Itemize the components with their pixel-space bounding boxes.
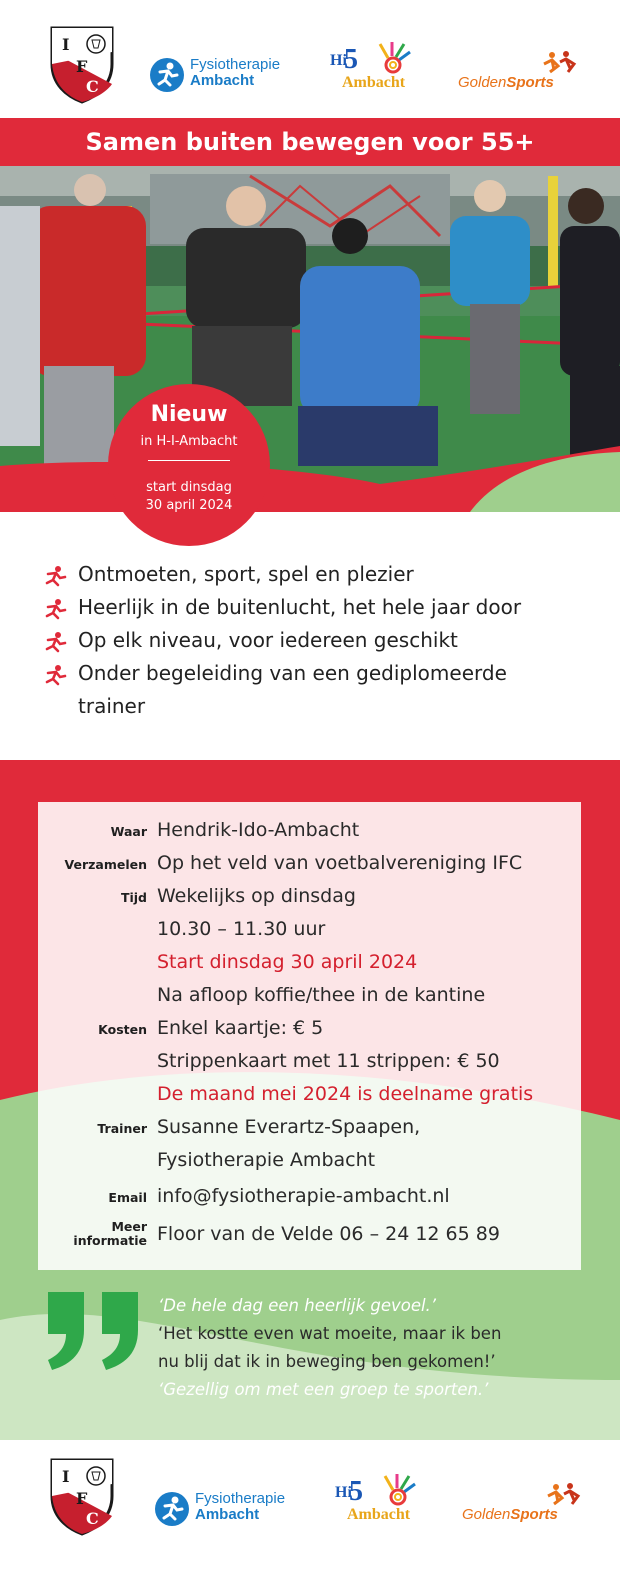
new-start-badge — [108, 384, 270, 546]
kosten-value-3: De maand mei 2024 is deelname gratis — [157, 1083, 534, 1105]
list-item-text: Heerlijk in de buitenlucht, het hele jaar door — [78, 595, 522, 619]
badge-start-label: start dinsdag — [146, 480, 232, 495]
hi5-ambacht-logo — [330, 40, 430, 100]
testimonial-3: ‘Gezellig om met een groep te sporten.’ — [158, 1380, 489, 1399]
tijd-value-2: 10.30 – 11.30 uur — [157, 918, 326, 940]
verzamelen-value: Op het veld van voetbalvereniging IFC — [157, 852, 523, 874]
testimonial-2-line-2: nu blij dat ik in beweging ben gekomen!’ — [158, 1352, 496, 1371]
fysiotherapie-ambacht-logo — [150, 52, 310, 96]
ifc-logo — [48, 1456, 116, 1536]
list-item-text: trainer — [78, 694, 146, 718]
trainer-value-2: Fysiotherapie Ambacht — [157, 1149, 376, 1171]
runner-icon — [44, 565, 68, 587]
hi5-hi: Hi — [330, 52, 347, 69]
ifc-letter-f: F — [76, 1489, 88, 1508]
testimonial-2-line-1: ‘Het kostte even wat moeite, maar ik ben — [158, 1324, 502, 1343]
badge-start-date: 30 april 2024 — [145, 498, 233, 513]
tijd-value-1: Wekelijks op dinsdag — [157, 885, 356, 907]
golden-sports-wordmark: GoldenSports — [458, 74, 554, 91]
runner-icon — [44, 664, 68, 686]
badge-divider — [148, 460, 230, 461]
quote-mark-icon — [40, 1286, 150, 1372]
meer-label-2: informatie — [73, 1233, 147, 1248]
list-item — [44, 624, 604, 657]
badge-new: Nieuw — [150, 402, 228, 427]
practical-info-panel — [38, 802, 581, 1270]
group-exercise-photo — [0, 166, 620, 512]
golden-sports-figures-icon — [540, 50, 580, 76]
title-band — [0, 118, 620, 166]
fysio-runner-icon — [155, 1492, 189, 1526]
fysio-name: Fysiotherapie — [195, 1490, 286, 1507]
fysiotherapie-ambacht-logo — [155, 1486, 315, 1530]
ifc-letter-i: I — [62, 1467, 70, 1486]
email-label: Email — [108, 1190, 147, 1205]
list-item — [44, 591, 604, 624]
golden-sports-figures-icon — [544, 1482, 584, 1508]
waar-value: Hendrik-Ido-Ambacht — [157, 819, 360, 841]
hi5-ambacht: Ambacht — [347, 1506, 411, 1523]
badge-location: in H-I-Ambacht — [140, 434, 238, 449]
runner-icon — [44, 631, 68, 653]
list-item-text: Op elk niveau, voor iedereen geschikt — [78, 628, 458, 652]
ifc-letter-c: C — [86, 77, 99, 96]
hi5-splash-icon — [371, 1472, 431, 1506]
fysio-name: Fysiotherapie — [190, 56, 281, 73]
hi5-splash-icon — [366, 40, 426, 74]
hi5-ambacht: Ambacht — [342, 74, 406, 91]
golden-sports-logo — [460, 1482, 590, 1532]
hi5-hi: Hi — [335, 1484, 352, 1501]
top-logo-row — [0, 0, 620, 112]
waar-label: Waar — [110, 824, 147, 839]
ifc-letter-f: F — [76, 57, 88, 76]
kosten-label: Kosten — [98, 1022, 147, 1037]
bottom-logo-row — [0, 1438, 620, 1570]
runner-icon — [44, 598, 68, 620]
page-title: Samen buiten bewegen voor 55+ — [85, 128, 535, 156]
tijd-value-3: Start dinsdag 30 april 2024 — [157, 951, 418, 973]
ifc-logo — [48, 24, 116, 104]
trainer-label: Trainer — [97, 1121, 147, 1136]
ifc-letter-c: C — [86, 1509, 99, 1528]
list-item-text: Ontmoeten, sport, spel en plezier — [78, 562, 414, 586]
testimonial-1: ‘De hele dag een heerlijk gevoel.’ — [158, 1296, 437, 1315]
testimonials — [158, 1292, 598, 1404]
list-item-continuation — [44, 690, 604, 723]
list-item-text: Onder begeleiding van een gediplomeerde — [78, 661, 507, 685]
kosten-value-1: Enkel kaartje: € 5 — [157, 1017, 324, 1039]
golden-sports-wordmark: GoldenSports — [462, 1506, 558, 1523]
meer-value: Floor van de Velde 06 – 24 12 65 89 — [157, 1223, 500, 1245]
tijd-value-4: Na afloop koffie/thee in de kantine — [157, 984, 486, 1006]
hi5-five: 5 — [344, 44, 358, 75]
email-value[interactable]: info@fysiotherapie-ambacht.nl — [157, 1185, 450, 1207]
fysio-runner-icon — [150, 58, 184, 92]
verzamelen-label: Verzamelen — [64, 857, 147, 872]
tijd-label: Tijd — [120, 890, 147, 905]
trainer-value-1: Susanne Everartz-Spaapen, — [157, 1116, 421, 1138]
ifc-letter-i: I — [62, 35, 70, 54]
golden-sports-logo — [456, 50, 586, 100]
list-item — [44, 558, 604, 591]
fysio-place: Ambacht — [190, 72, 255, 89]
benefits-list — [44, 558, 604, 723]
list-item — [44, 657, 604, 690]
hi5-five: 5 — [349, 1476, 363, 1507]
kosten-value-2: Strippenkaart met 11 strippen: € 50 — [157, 1050, 500, 1072]
meer-label-1: Meer — [111, 1219, 147, 1234]
fysio-place: Ambacht — [195, 1506, 260, 1523]
hi5-ambacht-logo — [335, 1472, 435, 1532]
